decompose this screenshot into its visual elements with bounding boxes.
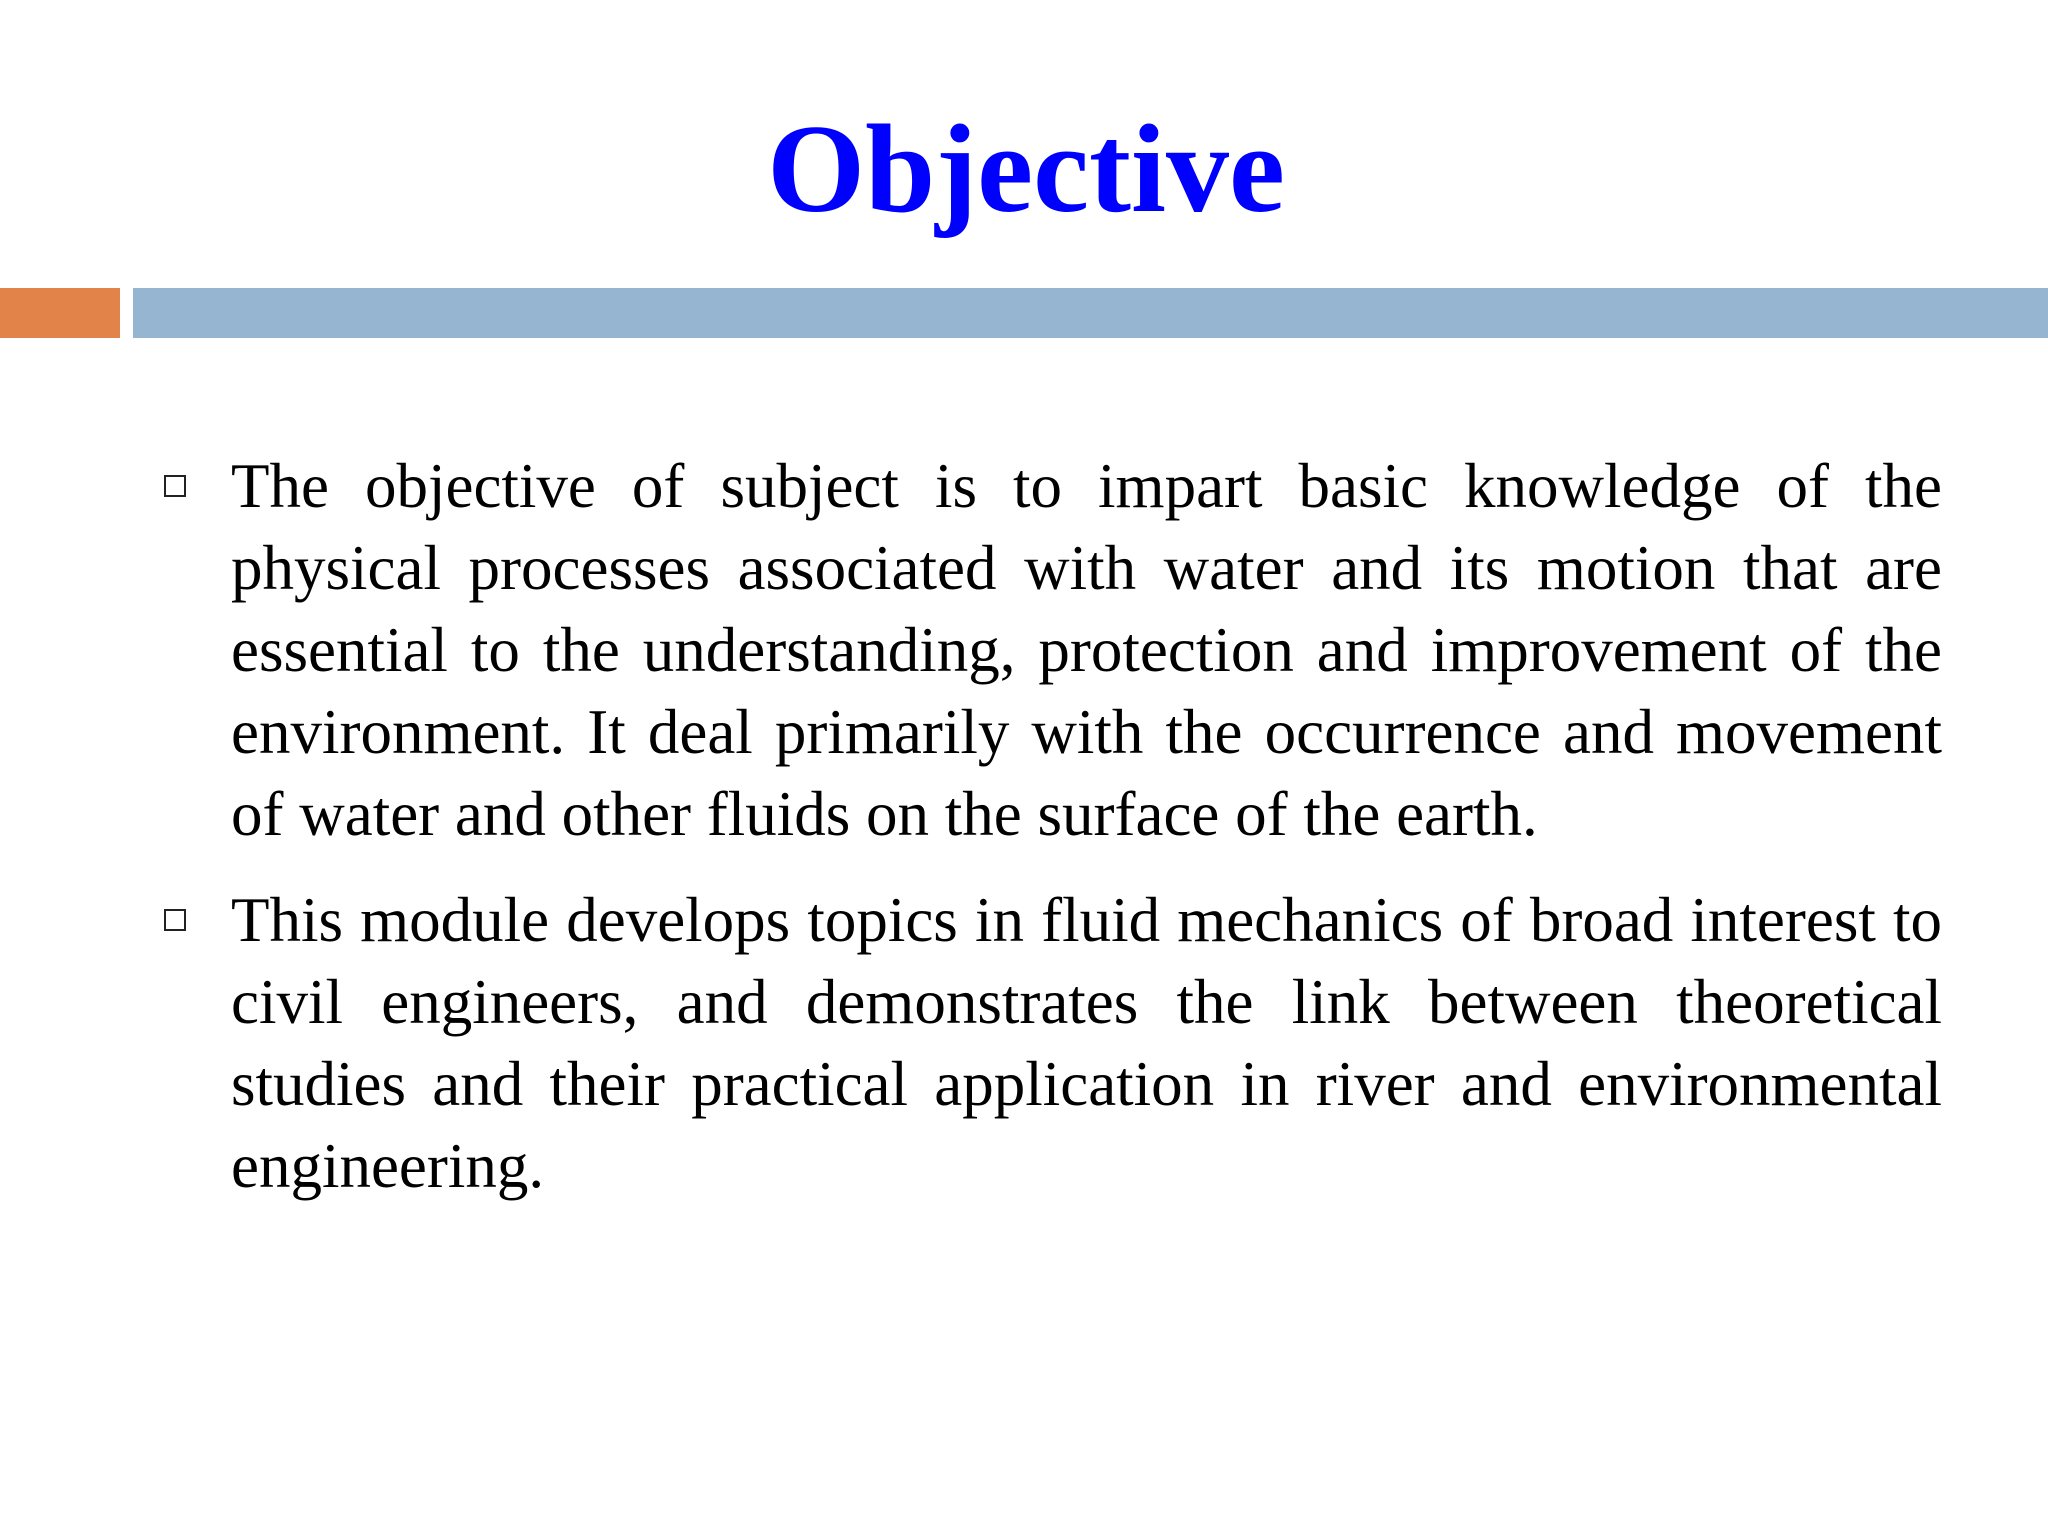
bullet-item — [0, 445, 2048, 855]
bullet-text: This module develops topics in fluid mechanics of broad interest to civil engineers, and demonstrates the link between theoretical studies and their practical application in river and environmental engineering. — [231, 885, 1942, 1201]
square-bullet-icon — [164, 909, 186, 931]
square-bullet-icon — [164, 475, 186, 497]
bullet-list — [0, 445, 2048, 1231]
title-divider-accent — [0, 288, 120, 338]
bullet-item — [0, 879, 2048, 1207]
slide-title: Objective — [767, 100, 1285, 239]
bullet-text: The objective of subject is to impart basic knowledge of the physical processes associated with water and its motion that are essential to the understanding, protection and improvement of the environment. It deal primarily with the occurrence and movement of water and other fluids on the surface of the earth. — [231, 451, 1942, 849]
title-divider-bar — [133, 288, 2048, 338]
